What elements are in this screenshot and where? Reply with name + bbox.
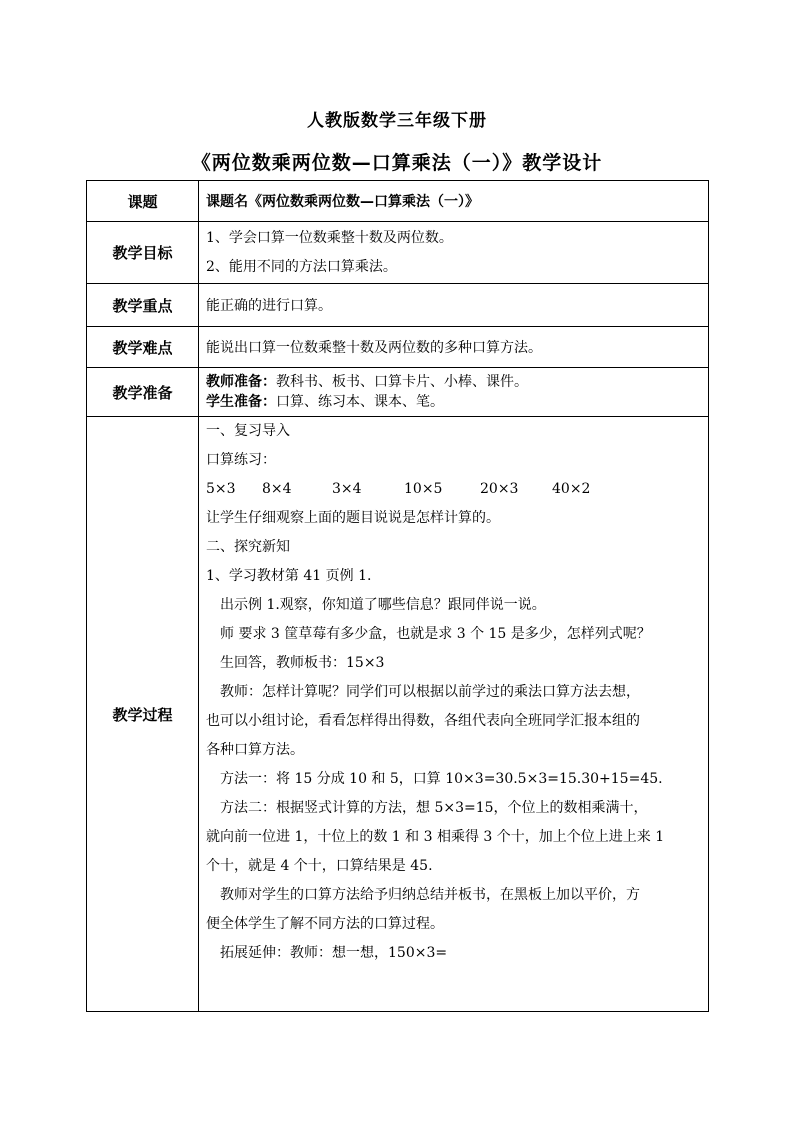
paragraph-cont: 就向前一位进 1，十位上的数 1 和 3 相乘得 3 个十，加上个位上进上来 1 [206, 829, 665, 845]
section-review: 一、复习导入 [206, 423, 290, 439]
paragraph-cont: 便全体学生了解不同方法的口算过程。 [206, 916, 444, 932]
difficulties-value: 能说出口算一位数乘整十数及两位数的多种口算方法。 [199, 327, 709, 368]
row-objectives [87, 222, 709, 284]
paragraph-cont: 也可以小组讨论，看看怎样得出得数，各组代表向全班同学汇报本组的 [206, 713, 640, 729]
section-explore: 二、探究新知 [206, 539, 290, 555]
extension-text: 拓展延伸：教师：想一想，150×3= [220, 945, 448, 961]
paragraph: 出示例 1.观察，你知道了哪些信息？跟同伴说一说。 [220, 597, 546, 613]
objective-item: 2、能用不同的方法口算乘法。 [206, 258, 397, 275]
calc-item: 5×3 [206, 481, 236, 497]
topic-label: 课题 [87, 181, 199, 222]
objectives-label: 教学目标 [87, 222, 199, 284]
practice-title: 口算练习： [206, 452, 276, 468]
calc-item: 40×2 [552, 481, 591, 497]
method-one: 方法一：将 15 分成 10 和 5，口算 10×3=30.5×3=15.30+15=45. [220, 771, 663, 787]
difficulties-label: 教学难点 [87, 327, 199, 368]
teacher-prep-label: 教师准备： [206, 374, 276, 390]
observe-text: 让学生仔细观察上面的题目说说是怎样计算的。 [206, 510, 500, 526]
row-process [87, 417, 709, 1012]
calc-item: 3×4 [332, 481, 362, 497]
objective-item: 1、学会口算一位数乘整十数及两位数。 [206, 229, 453, 246]
topic-value: 课题名《两位数乘两位数—口算乘法（一）》 [199, 181, 709, 222]
document-title: 人教版数学三年级下册 [307, 111, 487, 131]
paragraph: 生回答，教师板书：15×3 [220, 655, 385, 671]
lesson-plan-table [86, 180, 709, 1012]
paragraph-cont: 个十，就是 4 个十，口算结果是 45. [206, 858, 433, 874]
preparation-label: 教学准备 [87, 368, 199, 417]
key-points-value: 能正确的进行口算。 [199, 284, 709, 327]
method-two: 方法二：根据竖式计算的方法，想 5×3=15，个位上的数相乘满十， [220, 800, 648, 816]
process-content [199, 417, 709, 1012]
process-label: 教学过程 [87, 417, 199, 1012]
study-item: 1、学习教材第 41 页例 1. [206, 568, 372, 584]
key-points-label: 教学重点 [87, 284, 199, 327]
calculation-list [206, 475, 702, 504]
paragraph-cont: 各种口算方法。 [206, 742, 304, 758]
paragraph: 教师：怎样计算呢？同学们可以根据以前学过的乘法口算方法去想， [220, 684, 640, 700]
preparation-content [199, 368, 709, 417]
row-preparation [87, 368, 709, 417]
paragraph: 教师对学生的口算方法给予归纳总结并板书，在黑板上加以平价，方 [220, 887, 640, 903]
calc-item: 10×5 [404, 481, 443, 497]
row-key-points [87, 284, 709, 327]
row-topic [87, 181, 709, 222]
student-prep-label: 学生准备： [206, 394, 276, 410]
teacher-prep-value: 教科书、板书、口算卡片、小棒、课件。 [276, 374, 528, 390]
student-prep-value: 口算、练习本、课本、笔。 [276, 394, 444, 410]
calc-item: 20×3 [480, 481, 519, 497]
calc-item: 8×4 [262, 481, 292, 497]
document-subtitle: 《两位数乘两位数—口算乘法（一）》教学设计 [191, 152, 603, 174]
row-difficulties [87, 327, 709, 368]
paragraph: 师 要求 3 筐草莓有多少盒，也就是求 3 个 15 是多少，怎样列式呢？ [220, 626, 651, 642]
objectives-content [199, 222, 709, 284]
